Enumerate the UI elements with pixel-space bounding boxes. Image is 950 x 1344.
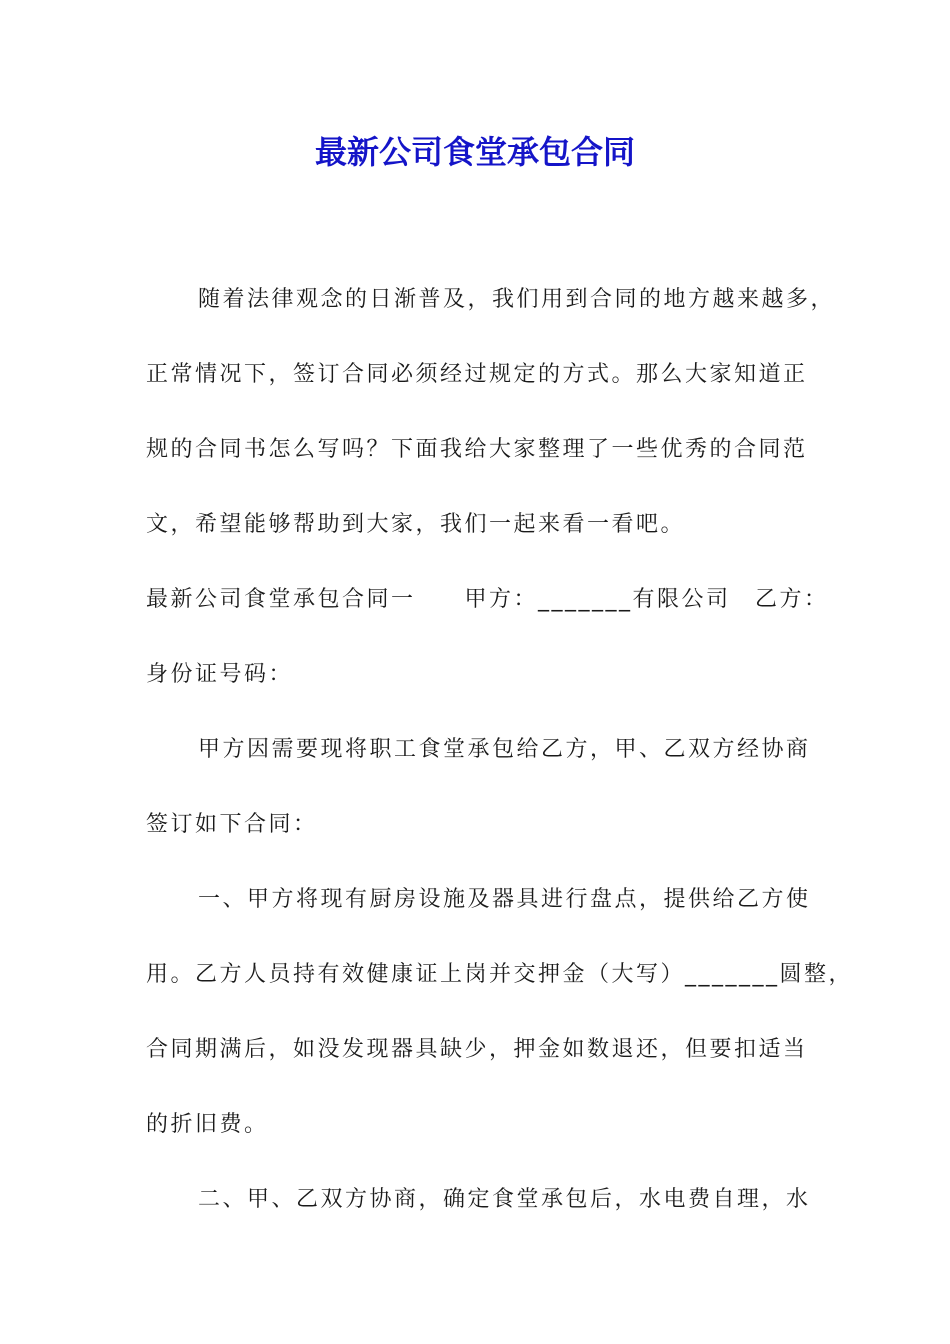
paragraph-line: 文，希望能够帮助到大家，我们一起来看一看吧。 <box>146 512 686 537</box>
clause-line: 的折旧费。 <box>146 1112 269 1137</box>
clause-line: 二、甲、乙双方协商，确定食堂承包后，水电费自理，水 <box>198 1187 811 1212</box>
document-body <box>146 262 854 1237</box>
paragraph-line: 随着法律观念的日渐普及，我们用到合同的地方越来越多， <box>198 287 836 312</box>
paragraph-line: 甲方因需要现将职工食堂承包给乙方，甲、乙双方经协商 <box>198 737 811 762</box>
paragraph-line: 规的合同书怎么写吗？下面我给大家整理了一些优秀的合同范 <box>146 437 808 462</box>
clause-line: 一、甲方将现有厨房设施及器具进行盘点，提供给乙方使 <box>198 887 811 912</box>
paragraph-line: 正常情况下，签订合同必须经过规定的方式。那么大家知道正 <box>146 362 808 387</box>
clause-line: 用。乙方人员持有效健康证上岗并交押金（大写）_______圆整， <box>146 962 854 987</box>
id-number-line: 身份证号码： <box>146 662 294 687</box>
document-title: 最新公司食堂承包合同 <box>314 133 635 171</box>
contract-heading-line: 最新公司食堂承包合同一 甲方：_______有限公司 乙方： <box>146 587 829 612</box>
clause-line: 合同期满后，如没发现器具缺少，押金如数退还，但要扣适当 <box>146 1037 808 1062</box>
paragraph-line: 签订如下合同： <box>146 812 318 837</box>
